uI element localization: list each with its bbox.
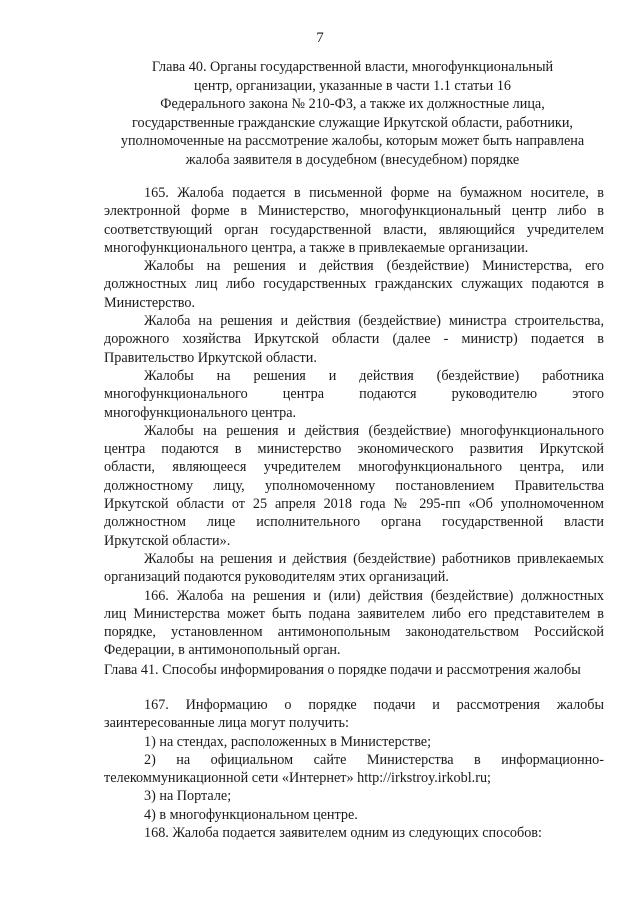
heading-line: центр, организации, указанные в части 1.1 статьи 16 xyxy=(193,77,512,94)
paragraph xyxy=(104,733,604,751)
paragraph xyxy=(104,787,604,805)
text-line: Жалоба на решения и действия (бездействие) министра строительства, xyxy=(144,313,604,330)
text-line: 168. Жалоба подается заявителем одним из следующих способов: xyxy=(144,825,542,842)
text-line: 165. Жалоба подается в письменной форме на бумажном носителе, в xyxy=(144,185,604,201)
text-line: соответствующий орган государственной власти, являющийся учредителем xyxy=(104,221,604,238)
chapter-40-heading xyxy=(100,58,605,170)
page-number: 7 xyxy=(316,30,324,46)
text-line: Жалобы на решения и действия (бездействие) работников привлекаемых xyxy=(144,550,604,567)
text-line: многофункционального центра. xyxy=(104,404,297,421)
paragraph xyxy=(104,550,604,587)
chapter-41-heading: Глава 41. Способы информирования о порядке подачи и рассмотрения жалобы xyxy=(104,662,581,678)
text-line: центра подаются в министерство экономического развития Иркутской xyxy=(104,441,604,458)
paragraph xyxy=(104,422,604,550)
text-line: Иркутской области от 25 апреля 2018 года № 295-пп «Об уполномоченном xyxy=(104,496,604,513)
section-information-methods xyxy=(104,696,604,842)
text-line: лиц Министерства может быть подана заявителем либо его представителем в xyxy=(104,605,604,622)
heading-line: уполномоченные на рассмотрение жалобы, которым может быть направлена xyxy=(120,133,585,150)
text-line: 166. Жалоба на решения и (или) действия (бездействие) должностных xyxy=(144,587,604,604)
paragraph xyxy=(104,312,604,367)
paragraph xyxy=(104,257,604,312)
text-line: заинтересованные лица могут получить: xyxy=(104,715,349,732)
text-line: Федерации, в антимонопольный орган. xyxy=(104,642,341,659)
text-line: должностному лицу, уполномоченному постановлением Правительства xyxy=(104,477,604,494)
text-line: 2) на официальном сайте Министерства в информационно- xyxy=(144,751,604,768)
text-line: 167. Информацию о порядке подачи и рассмотрения жалобы xyxy=(144,697,604,713)
paragraph xyxy=(104,184,604,257)
text-line: 3) на Портале; xyxy=(144,788,232,805)
text-line: организаций подаются руководителям этих организаций. xyxy=(104,569,449,586)
heading-line: жалоба заявителя в досудебном (внесудебном) порядке xyxy=(185,151,520,168)
heading-line: Глава 40. Органы государственной власти, многофункциональный xyxy=(151,59,554,75)
text-line: Жалобы на решения и действия (бездействие) Министерства, его xyxy=(144,258,604,275)
text-line: области, являющееся учредителем многофункционального центра, или xyxy=(104,459,604,476)
paragraph xyxy=(104,587,604,660)
text-line: Министерство. xyxy=(104,294,196,311)
text-line: Иркутской области». xyxy=(104,532,231,549)
paragraph xyxy=(104,824,604,842)
text-line: должностном лице исполнительного органа государственной власти xyxy=(104,514,604,531)
text-line: электронной форме в Министерство, многофункциональный центр либо в xyxy=(104,203,604,220)
text-line: 4) в многофункциональном центре. xyxy=(144,806,358,823)
text-line: Правительство Иркутской области. xyxy=(104,349,317,366)
text-line: многофункционального центра подаются руководителю этого xyxy=(104,386,604,403)
heading-line: государственные гражданские служащие Иркутской области, работники, xyxy=(132,114,573,131)
paragraph xyxy=(104,696,604,733)
heading-line: Федерального закона № 210-ФЗ, а также их должностные лица, xyxy=(160,96,545,113)
paragraph xyxy=(104,751,604,788)
text-line: должностных лиц либо государственных гражданских служащих подаются в xyxy=(104,276,604,293)
text-line: многофункционального центра, а также в привлекаемые организации. xyxy=(104,239,529,256)
paragraph xyxy=(104,806,604,824)
text-line: Жалобы на решения и действия (бездействие) работника xyxy=(144,367,604,384)
text-line: порядке, установленном антимонопольным законодательством Российской xyxy=(104,624,604,641)
text-line: Жалобы на решения и действия (бездействие) многофункционального xyxy=(144,422,604,439)
text-line: дорожного хозяйства Иркутской области (далее - министр) подается в xyxy=(104,331,604,348)
paragraph xyxy=(104,367,604,422)
section-complaint-recipients xyxy=(104,184,604,660)
text-line: 1) на стендах, расположенных в Министерстве; xyxy=(144,733,432,750)
text-line: телекоммуникационной сети «Интернет» http://irkstroy.irkobl.ru; xyxy=(104,770,491,787)
